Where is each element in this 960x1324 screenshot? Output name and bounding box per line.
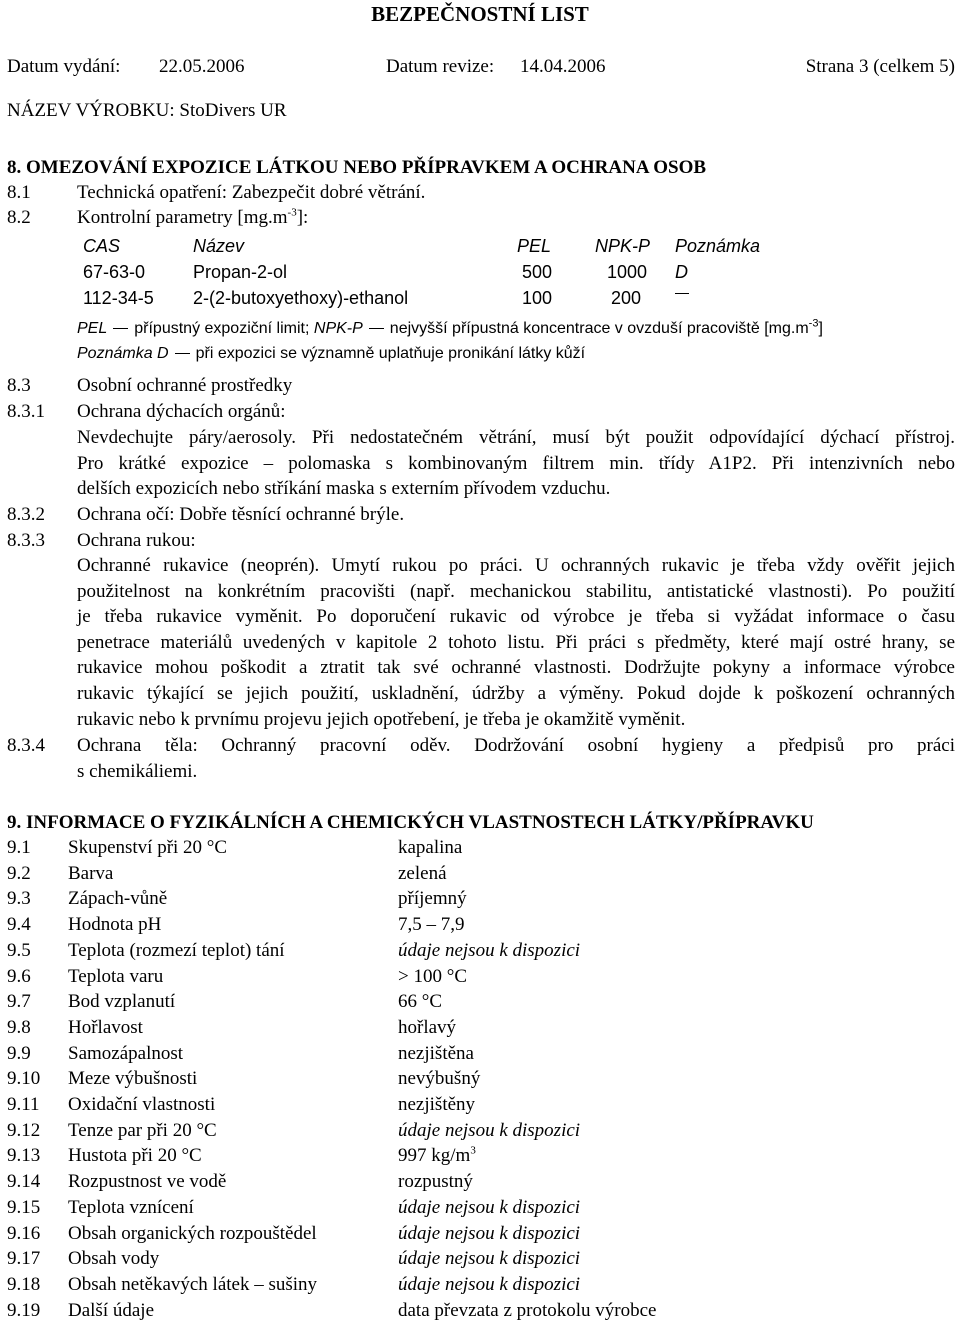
property-value: > 100 °C: [398, 966, 467, 987]
property-name: Zápach-vůně: [68, 888, 168, 909]
property-name: Teplota varu: [68, 966, 164, 987]
property-number: 9.6: [7, 966, 31, 987]
legend-note-d: Poznámka D při expozici se významně uplatňuje pronikání látky kůží: [77, 345, 586, 362]
property-number: 9.2: [7, 863, 31, 884]
property-name: Obsah organických rozpouštědel: [68, 1223, 317, 1244]
table-cell: 200: [611, 288, 642, 308]
property-number: 9.18: [7, 1274, 41, 1295]
issue-date-label: Datum vydání:: [7, 56, 121, 77]
property-number: 9.4: [7, 914, 31, 935]
property-value: údaje nejsou k dispozici: [398, 1274, 581, 1295]
legend-pel: PEL přípustný expoziční limit; NPK-P nejvyšší přípustná koncentrace v ovzduší pracoviště $[mg.m^{-3}]$: [77, 317, 823, 337]
property-number: 9.14: [7, 1171, 41, 1192]
property-name: Rozpustnost ve vodě: [68, 1171, 227, 1192]
property-number: 9.5: [7, 940, 31, 961]
s82-text: Kontrolní parametry $[mg.m^{-3}]$:: [77, 206, 309, 228]
s81-text: Technická opatření: Zabezpečit dobré větrání.: [77, 182, 426, 203]
property-name: Obsah vody: [68, 1248, 160, 1269]
property-number: 9.13: [7, 1145, 41, 1166]
property-value: data převzata z protokolu výrobce: [398, 1300, 657, 1321]
document-title: BEZPEČNOSTNÍ LIST: [371, 2, 589, 26]
table-cell: 100: [522, 288, 553, 308]
property-value: údaje nejsou k dispozici: [398, 1120, 581, 1141]
property-number: 9.10: [7, 1068, 41, 1089]
property-name: Obsah netěkavých látek – sušiny: [68, 1274, 318, 1295]
property-value: příjemný: [398, 888, 467, 909]
s82-number: 8.2: [7, 207, 31, 228]
properties-list: [0, 835, 960, 1322]
property-value: kapalina: [398, 837, 463, 858]
property-name: Hodnota pH: [68, 914, 162, 935]
s833-text: Ochrana rukou:: [77, 530, 196, 551]
property-value: 66 °C: [398, 991, 443, 1012]
property-name: Barva: [68, 863, 114, 884]
revision-date: 14.04.2006: [520, 56, 606, 77]
table-cell: 112-34-5: [83, 288, 154, 308]
property-value: nezjištěny: [398, 1094, 476, 1115]
property-name: Meze výbušnosti: [68, 1068, 198, 1089]
table-cell: 2-(2-butoxyethoxy)-ethanol: [193, 288, 409, 308]
property-value: údaje nejsou k dispozici: [398, 1248, 581, 1269]
s834-paragraph: Ochrana těla: Ochranný pracovní oděv. Dodržování osobní hygieny a předpisů pro práci s chemikáliemi.: [77, 735, 955, 782]
property-value: údaje nejsou k dispozici: [398, 1197, 581, 1218]
table-header-npk: NPK-P: [595, 236, 651, 256]
property-name: Hořlavost: [68, 1017, 143, 1038]
s832-number: 8.3.2: [7, 504, 45, 525]
property-number: 9.1: [7, 837, 31, 858]
property-number: 9.15: [7, 1197, 41, 1218]
table-header-note: Poznámka: [675, 236, 761, 256]
property-number: 9.9: [7, 1043, 31, 1064]
table-header-cas: CAS: [83, 236, 121, 256]
s831-number: 8.3.1: [7, 401, 45, 422]
property-number: 9.7: [7, 991, 31, 1012]
property-name: Hustota při 20 °C: [68, 1145, 202, 1166]
table-cell: D: [675, 262, 688, 282]
property-name: Oxidační vlastnosti: [68, 1094, 216, 1115]
s81-number: 8.1: [7, 182, 31, 203]
property-value: nevýbušný: [398, 1068, 481, 1089]
s833-paragraph: Ochranné rukavice (neoprén). Umytí rukou po práci. U ochranných rukavic je třeba vždy ověřit jejich použitelnost na konkrétním pracovišti (např. mechanickou stabilitu, antistatické vlastnosti). Po použití je třeba rukavice vyměnit. Po doporučení rukavic od výrobce je třeba si vyžádat informace o času penetrace materiálů uvedených v kapitole 2 tohoto listu. Při práci s předměty, které mají ostré hrany, se rukavice mohou poškodit a ztratit tak své ochranné vlastnosti. Dodržujte pokyny a informace výrobce rukavic týkající se jejich použití, uskladnění, údržby a výměny. Pokud dojde k poškození ochranných rukavic nebo k prvnímu projevu jejich opotřebení, je třeba je okamžitě vyměnit.: [77, 555, 955, 730]
s831-text: Ochrana dýchacích orgánů:: [77, 401, 286, 422]
property-number: 9.16: [7, 1223, 41, 1244]
s83-number: 8.3: [7, 375, 31, 396]
property-value: nezjištěna: [398, 1043, 474, 1064]
table-header-pel: PEL: [517, 236, 552, 256]
property-name: Skupenství při 20 °C: [68, 837, 228, 858]
property-value: údaje nejsou k dispozici: [398, 1223, 581, 1244]
property-value: 997 $kg/m^3$: [398, 1144, 476, 1166]
section-8-heading: 8. OMEZOVÁNÍ EXPOZICE LÁTKOU NEBO PŘÍPRAVKEM A OCHRANA OSOB: [7, 157, 707, 178]
s833-number: 8.3.3: [7, 530, 45, 551]
property-name: Samozápalnost: [68, 1043, 184, 1064]
property-number: 9.3: [7, 888, 31, 909]
table-header-name: Název: [193, 236, 245, 256]
table-cell: 67-63-0: [83, 262, 146, 282]
property-value: 7,5 – 7,9: [398, 914, 465, 935]
property-name: Teplota vznícení: [68, 1197, 194, 1218]
property-name: Další údaje: [68, 1300, 155, 1321]
page-info: Strana 3 (celkem 5): [805, 56, 955, 77]
property-value: údaje nejsou k dispozici: [398, 940, 581, 961]
property-number: 9.12: [7, 1120, 41, 1141]
property-number: 9.19: [7, 1300, 41, 1321]
section-9-heading: 9. INFORMACE O FYZIKÁLNÍCH A CHEMICKÝCH VLASTNOSTECH LÁTKY/PŘÍPRAVKU: [7, 812, 814, 833]
s831-paragraph: Nevdechujte páry/aerosoly. Při nedostatečném větrání, musí být použit odpovídající dýchací přístroj. Pro krátké expozice – polomaska s kombinovaným filtrem min. třídy A1P2. Při intenzivních nebo delších expozicích nebo stříkání maska s externím přívodem vzduchu.: [77, 427, 955, 500]
table-cell: 500: [522, 262, 553, 282]
exposure-limits-table: [0, 234, 960, 308]
s832-text: Ochrana očí: Dobře těsnící ochranné brýle.: [77, 504, 405, 525]
property-name: Bod vzplanutí: [68, 991, 176, 1012]
property-value: zelená: [398, 863, 447, 884]
issue-date: 22.05.2006: [159, 56, 245, 77]
s83-text: Osobní ochranné prostředky: [77, 375, 293, 396]
property-number: 9.8: [7, 1017, 31, 1038]
property-name: Teplota (rozmezí teplot) tání: [68, 940, 285, 961]
property-number: 9.11: [7, 1094, 40, 1115]
table-cell: 1000: [607, 262, 648, 282]
dash-mark: [675, 293, 689, 294]
revision-date-label: Datum revize:: [386, 56, 495, 77]
property-number: 9.17: [7, 1248, 41, 1269]
property-value: hořlavý: [398, 1017, 457, 1038]
s834-number: 8.3.4: [7, 735, 45, 756]
table-cell: Propan-2-ol: [193, 262, 288, 282]
product-name: NÁZEV VÝROBKU: StoDivers UR: [7, 100, 287, 121]
property-name: Tenze par při 20 °C: [68, 1120, 217, 1141]
property-value: rozpustný: [398, 1171, 473, 1192]
